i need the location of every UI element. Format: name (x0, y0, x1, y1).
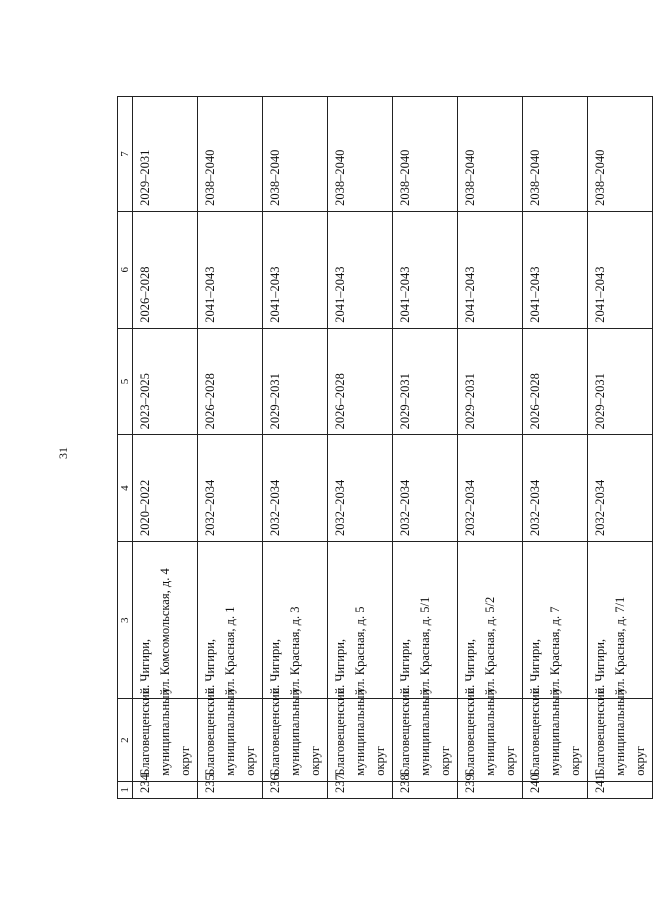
district-cell-line: Благовещенский (528, 687, 542, 776)
address-cell-line: ул. Красная, д. 1 (223, 606, 237, 694)
address-cell-line: ул. Красная, д. 5 (353, 606, 367, 694)
district-cell-line: Благовещенский (593, 687, 607, 776)
period-col6-cell: 2041–2043 (198, 211, 263, 328)
district-cell-line: округ (373, 745, 387, 776)
period-col4-cell: 2032–2034 (523, 435, 588, 542)
period-col4-cell: 2032–2034 (393, 435, 458, 542)
district-cell (328, 687, 393, 781)
address-cell-line: с. Чигири, (138, 638, 152, 694)
period-col6-cell: 2041–2043 (393, 211, 458, 328)
table-row (328, 97, 393, 799)
district-cell-line: муниципальный (613, 688, 627, 776)
period-col6-cell: 2041–2043 (458, 211, 523, 328)
district-cell-line: округ (243, 745, 257, 776)
district-cell-line: муниципальный (158, 688, 172, 776)
address-cell (588, 542, 653, 699)
address-cell (393, 542, 458, 699)
period-col5-cell: 2023–2025 (133, 328, 198, 435)
district-cell (198, 687, 263, 781)
district-cell-line: округ (308, 745, 322, 776)
period-col7-cell: 2029–2031 (133, 97, 198, 212)
district-cell-line: Благовещенский (138, 687, 152, 776)
address-cell-line: с. Чигири, (528, 638, 542, 694)
address-cell (133, 542, 198, 699)
period-col7-cell: 2038–2040 (198, 97, 263, 212)
period-col7-cell: 2038–2040 (393, 97, 458, 212)
period-col7-cell: 2038–2040 (263, 97, 328, 212)
address-cell-line: с. Чигири, (333, 638, 347, 694)
period-col4-cell: 2032–2034 (263, 435, 328, 542)
district-cell-line: округ (568, 745, 582, 776)
schedule-table-body (118, 97, 653, 799)
row-number-cell: 238 (393, 781, 458, 798)
column-number: 7 (118, 97, 133, 212)
period-col4-cell: 2032–2034 (198, 435, 263, 542)
period-col4-cell: 2020–2022 (133, 435, 198, 542)
schedule-table (117, 96, 653, 799)
table-row (588, 97, 653, 799)
period-col5-cell: 2029–2031 (458, 328, 523, 435)
period-col7-cell: 2038–2040 (588, 97, 653, 212)
table-row (458, 97, 523, 799)
district-cell-line: муниципальный (418, 688, 432, 776)
period-col4-cell: 2032–2034 (588, 435, 653, 542)
row-number-cell: 234 (133, 781, 198, 798)
district-cell-line: муниципальный (223, 688, 237, 776)
period-col7-cell: 2038–2040 (328, 97, 393, 212)
district-cell (523, 687, 588, 781)
district-cell-line: Благовещенский (203, 687, 217, 776)
column-number: 5 (118, 328, 133, 435)
district-cell-line: Благовещенский (268, 687, 282, 776)
district-cell-line: муниципальный (483, 688, 497, 776)
column-number: 6 (118, 211, 133, 328)
district-cell-line: округ (503, 745, 517, 776)
period-col7-cell: 2038–2040 (458, 97, 523, 212)
district-cell-line: округ (178, 745, 192, 776)
period-col5-cell: 2029–2031 (588, 328, 653, 435)
table-row (133, 97, 198, 799)
district-cell-line: муниципальный (353, 688, 367, 776)
column-number: 1 (118, 781, 133, 798)
row-number-cell: 240 (523, 781, 588, 798)
row-number-cell: 236 (263, 781, 328, 798)
address-cell-line: ул. Комсомольская, д. 4 (158, 568, 172, 694)
period-col6-cell: 2041–2043 (263, 211, 328, 328)
district-cell-line: муниципальный (288, 688, 302, 776)
district-cell (588, 687, 653, 781)
period-col6-cell: 2041–2043 (328, 211, 393, 328)
column-number: 3 (118, 542, 133, 699)
table-row (523, 97, 588, 799)
row-number-cell: 237 (328, 781, 393, 798)
row-number-cell: 241 (588, 781, 653, 798)
district-cell-line: округ (633, 745, 647, 776)
district-cell-line: муниципальный (548, 688, 562, 776)
period-col5-cell: 2026–2028 (198, 328, 263, 435)
column-number: 4 (118, 435, 133, 542)
address-cell-line: с. Чигири, (398, 638, 412, 694)
district-cell-line: Благовещенский (463, 687, 477, 776)
row-number-cell: 235 (198, 781, 263, 798)
period-col6-cell: 2026–2028 (133, 211, 198, 328)
period-col5-cell: 2026–2028 (523, 328, 588, 435)
period-col6-cell: 2041–2043 (588, 211, 653, 328)
address-cell-line: ул. Красная, д. 7 (548, 606, 562, 694)
column-number: 2 (118, 699, 133, 781)
column-number-row (118, 97, 133, 799)
district-cell (393, 687, 458, 781)
address-cell (198, 542, 263, 699)
district-cell-line: Благовещенский (333, 687, 347, 776)
district-cell (263, 687, 328, 781)
address-cell (458, 542, 523, 699)
period-col6-cell: 2041–2043 (523, 211, 588, 328)
table-row (393, 97, 458, 799)
period-col4-cell: 2032–2034 (328, 435, 393, 542)
period-col4-cell: 2032–2034 (458, 435, 523, 542)
address-cell-line: ул. Красная, д. 5/2 (483, 596, 497, 694)
district-cell-line: Благовещенский (398, 687, 412, 776)
address-cell-line: ул. Красная, д. 7/1 (613, 596, 627, 694)
period-col5-cell: 2029–2031 (263, 328, 328, 435)
table-row (263, 97, 328, 799)
address-cell-line: ул. Красная, д. 5/1 (418, 596, 432, 694)
address-cell (263, 542, 328, 699)
district-cell (458, 687, 523, 781)
table-row (198, 97, 263, 799)
address-cell-line: с. Чигири, (203, 638, 217, 694)
district-cell (133, 687, 198, 781)
address-cell (523, 542, 588, 699)
address-cell-line: ул. Красная, д. 3 (288, 606, 302, 694)
page-number: 31 (56, 447, 70, 459)
address-cell (328, 542, 393, 699)
period-col5-cell: 2026–2028 (328, 328, 393, 435)
address-cell-line: с. Чигири, (268, 638, 282, 694)
address-cell-line: с. Чигири, (593, 638, 607, 694)
period-col7-cell: 2038–2040 (523, 97, 588, 212)
row-number-cell: 239 (458, 781, 523, 798)
address-cell-line: с. Чигири, (463, 638, 477, 694)
district-cell-line: округ (438, 745, 452, 776)
period-col5-cell: 2029–2031 (393, 328, 458, 435)
